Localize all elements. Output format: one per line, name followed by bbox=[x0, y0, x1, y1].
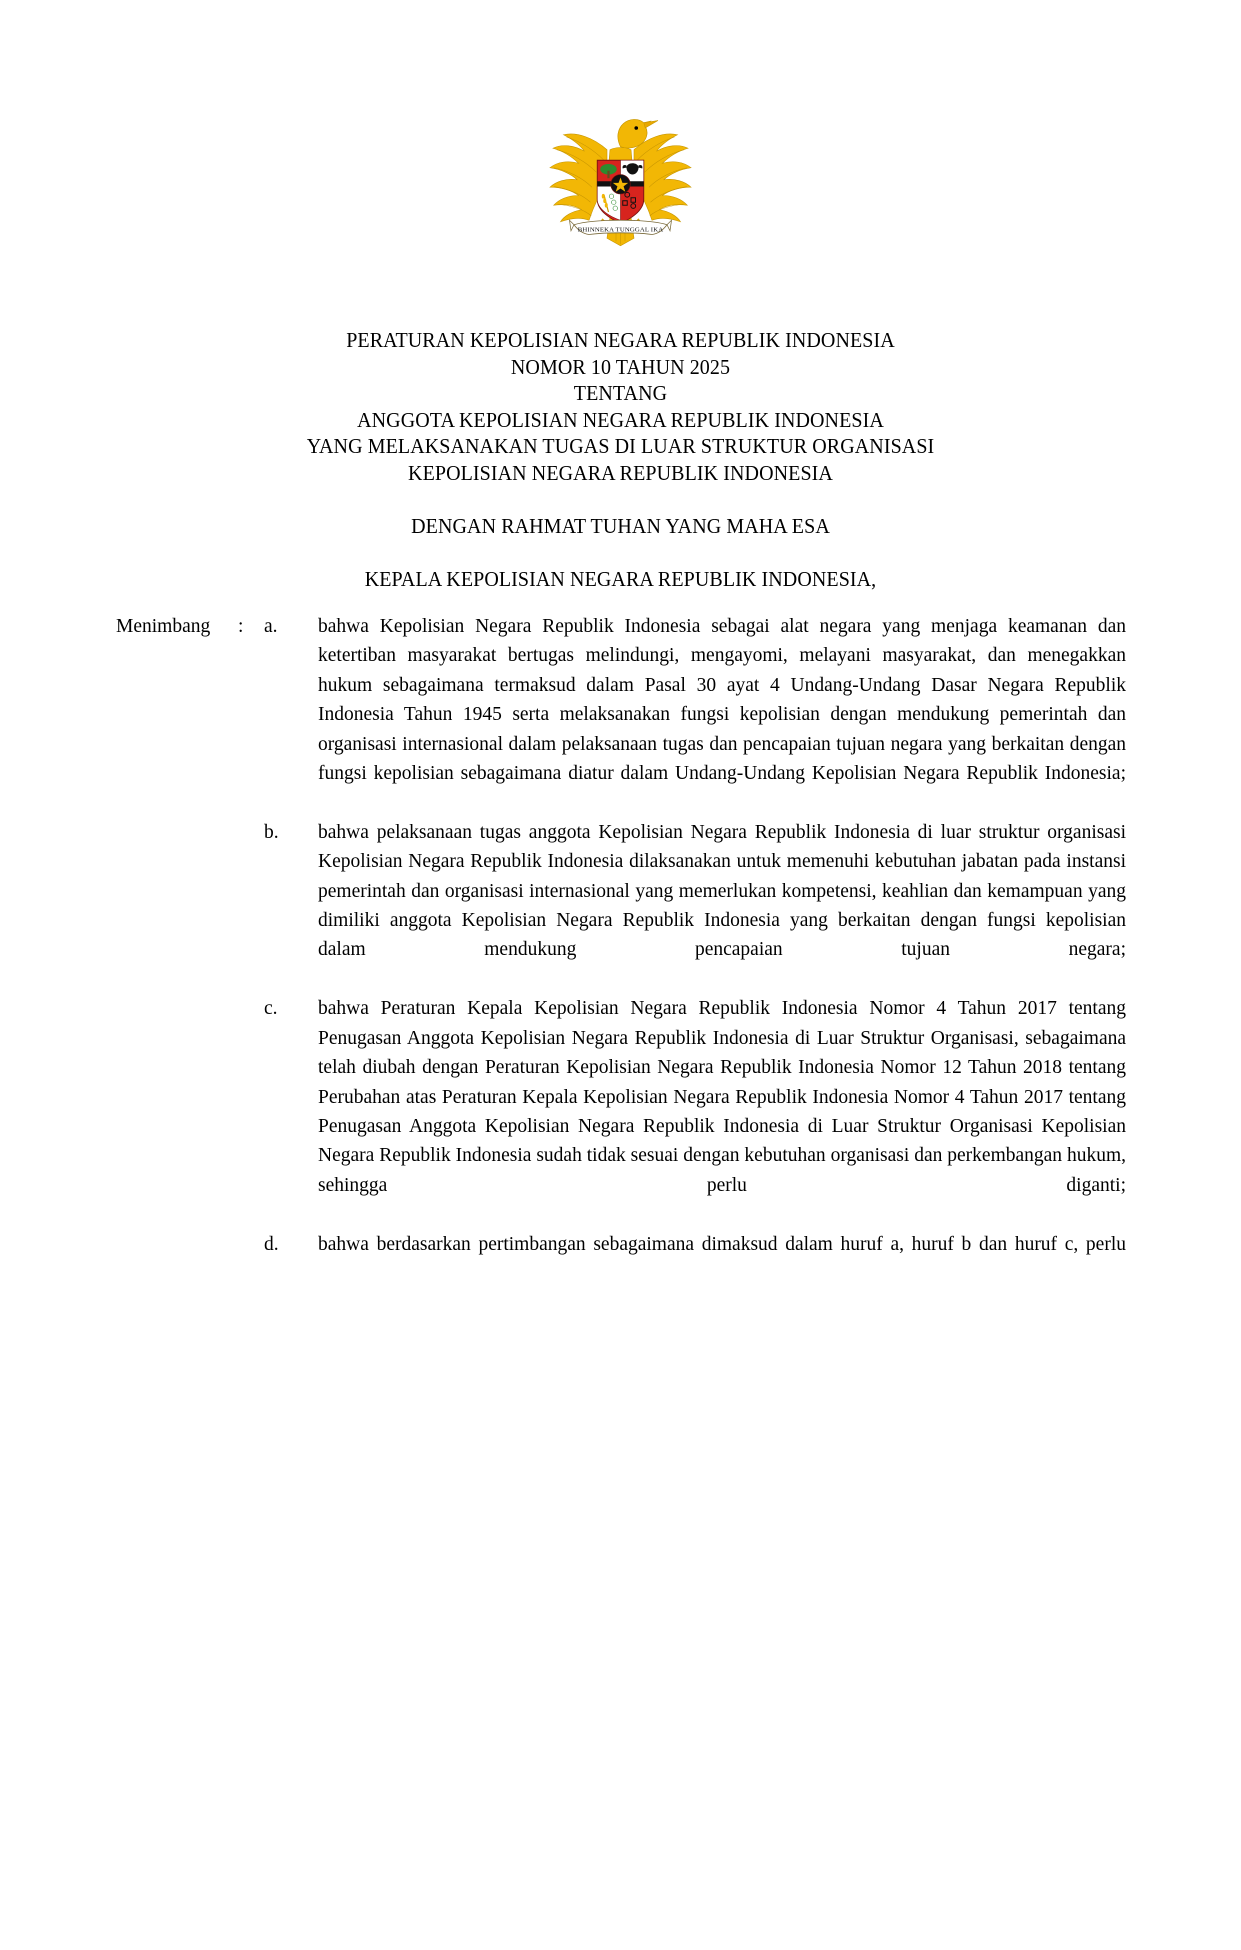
item-text-d: bahwa berdasarkan pertimbangan sebagaimana dimaksud dalam huruf a, huruf b dan huruf c, perlu bbox=[318, 1233, 1126, 1255]
title-line-6: KEPOLISIAN NEGARA REPUBLIK INDONESIA bbox=[408, 460, 833, 485]
considerations-colon: : bbox=[238, 616, 244, 637]
considerations-block bbox=[116, 612, 1126, 1288]
title-line-3: TENTANG bbox=[573, 381, 668, 405]
title-line-1: PERATURAN KEPOLISIAN NEGARA REPUBLIK INDONESIA bbox=[346, 328, 895, 352]
title-line-2: NOMOR 10 TAHUN 2025 bbox=[510, 354, 731, 379]
svg-text:BHINNEKA TUNGGAL IKA: BHINNEKA TUNGGAL IKA bbox=[577, 226, 664, 234]
consideration-item-c bbox=[116, 994, 1126, 1229]
item-letter-c: c. bbox=[264, 998, 278, 1020]
consideration-item-b bbox=[116, 818, 1126, 994]
emblem-container bbox=[0, 105, 1241, 250]
title-line-4: ANGGOTA KEPOLISIAN NEGARA REPUBLIK INDONESIA bbox=[357, 407, 884, 432]
item-letter-d: d. bbox=[264, 1233, 279, 1255]
title-spacer-2 bbox=[0, 539, 1241, 566]
item-text-c: bahwa Peraturan Kepala Kepolisian Negara Republik Indonesia Nomor 4 Tahun 2017 tentang Penugasan Anggota Kepolisian Negara Republik Indonesia di Luar Struktur Organisasi, sebagaimana telah diubah dengan Peraturan Kepolisian Negara Republik Indonesia Nomor 12 Tahun 2018 tentang Perubahan atas Peraturan Kepala Kepolisian Negara Republik Indonesia Nomor 4 Tahun 2017 tentang Penugasan Anggota Kepolisian Negara Republik Indonesia di Luar Struktur Organisasi Kepolisian Negara Republik Indonesia sudah tidak sesuai dengan kebutuhan organisasi dan perkembangan hukum, sehingga perlu diganti; bbox=[318, 998, 1126, 1196]
item-text-b: bahwa pelaksanaan tugas anggota Kepolisian Negara Republik Indonesia di luar struktur organisasi Kepolisian Negara Republik Indonesia dilaksanakan untuk memenuhi kebutuhan jabatan pada instansi pemerintah dan organisasi internasional yang memerlukan kompetensi, keahlian dan kemampuan yang dimiliki anggota Kepolisian Negara Republik Indonesia yang berkaitan dengan fungsi kepolisian dalam mendukung pencapaian tujuan negara; bbox=[318, 821, 1126, 961]
item-letter-b: b. bbox=[264, 821, 279, 843]
considerations-label: Menimbang bbox=[116, 616, 211, 637]
item-letter-a: a. bbox=[264, 616, 278, 637]
consideration-item-a bbox=[116, 612, 1126, 818]
title-spacer-1 bbox=[0, 486, 1241, 513]
issuer-line: KEPALA KEPOLISIAN NEGARA REPUBLIK INDONESIA, bbox=[364, 566, 877, 591]
item-text-a: bahwa Kepolisian Negara Republik Indonesia sebagai alat negara yang menjaga keamanan dan ketertiban masyarakat bertugas melindungi, mengayomi, melayani masyarakat, dan menegakkan hukum sebagaimana termaksud dalam Pasal 30 ayat 4 Undang-Undang Dasar Negara Republik Indonesia Tahun 1945 serta melaksanakan fungsi kepolisian dengan mendukung pemerintah dan organisasi internasional dalam pelaksanaan tugas dan pencapaian tujuan negara yang berkaitan dengan fungsi kepolisian sebagaimana diatur dalam Undang-Undang Kepolisian Negara Republik Indonesia; bbox=[318, 616, 1126, 785]
title-line-5: YANG MELAKSANAKAN TUGAS DI LUAR STRUKTUR ORGANISASI bbox=[306, 434, 935, 458]
pancasila-shield bbox=[597, 160, 644, 223]
motto-ribbon bbox=[570, 220, 672, 234]
invocation-line: DENGAN RAHMAT TUHAN YANG MAHA ESA bbox=[411, 513, 830, 538]
garuda-pancasila-emblem bbox=[538, 105, 703, 250]
title-block bbox=[0, 327, 1241, 592]
consideration-item-d bbox=[116, 1230, 1126, 1289]
